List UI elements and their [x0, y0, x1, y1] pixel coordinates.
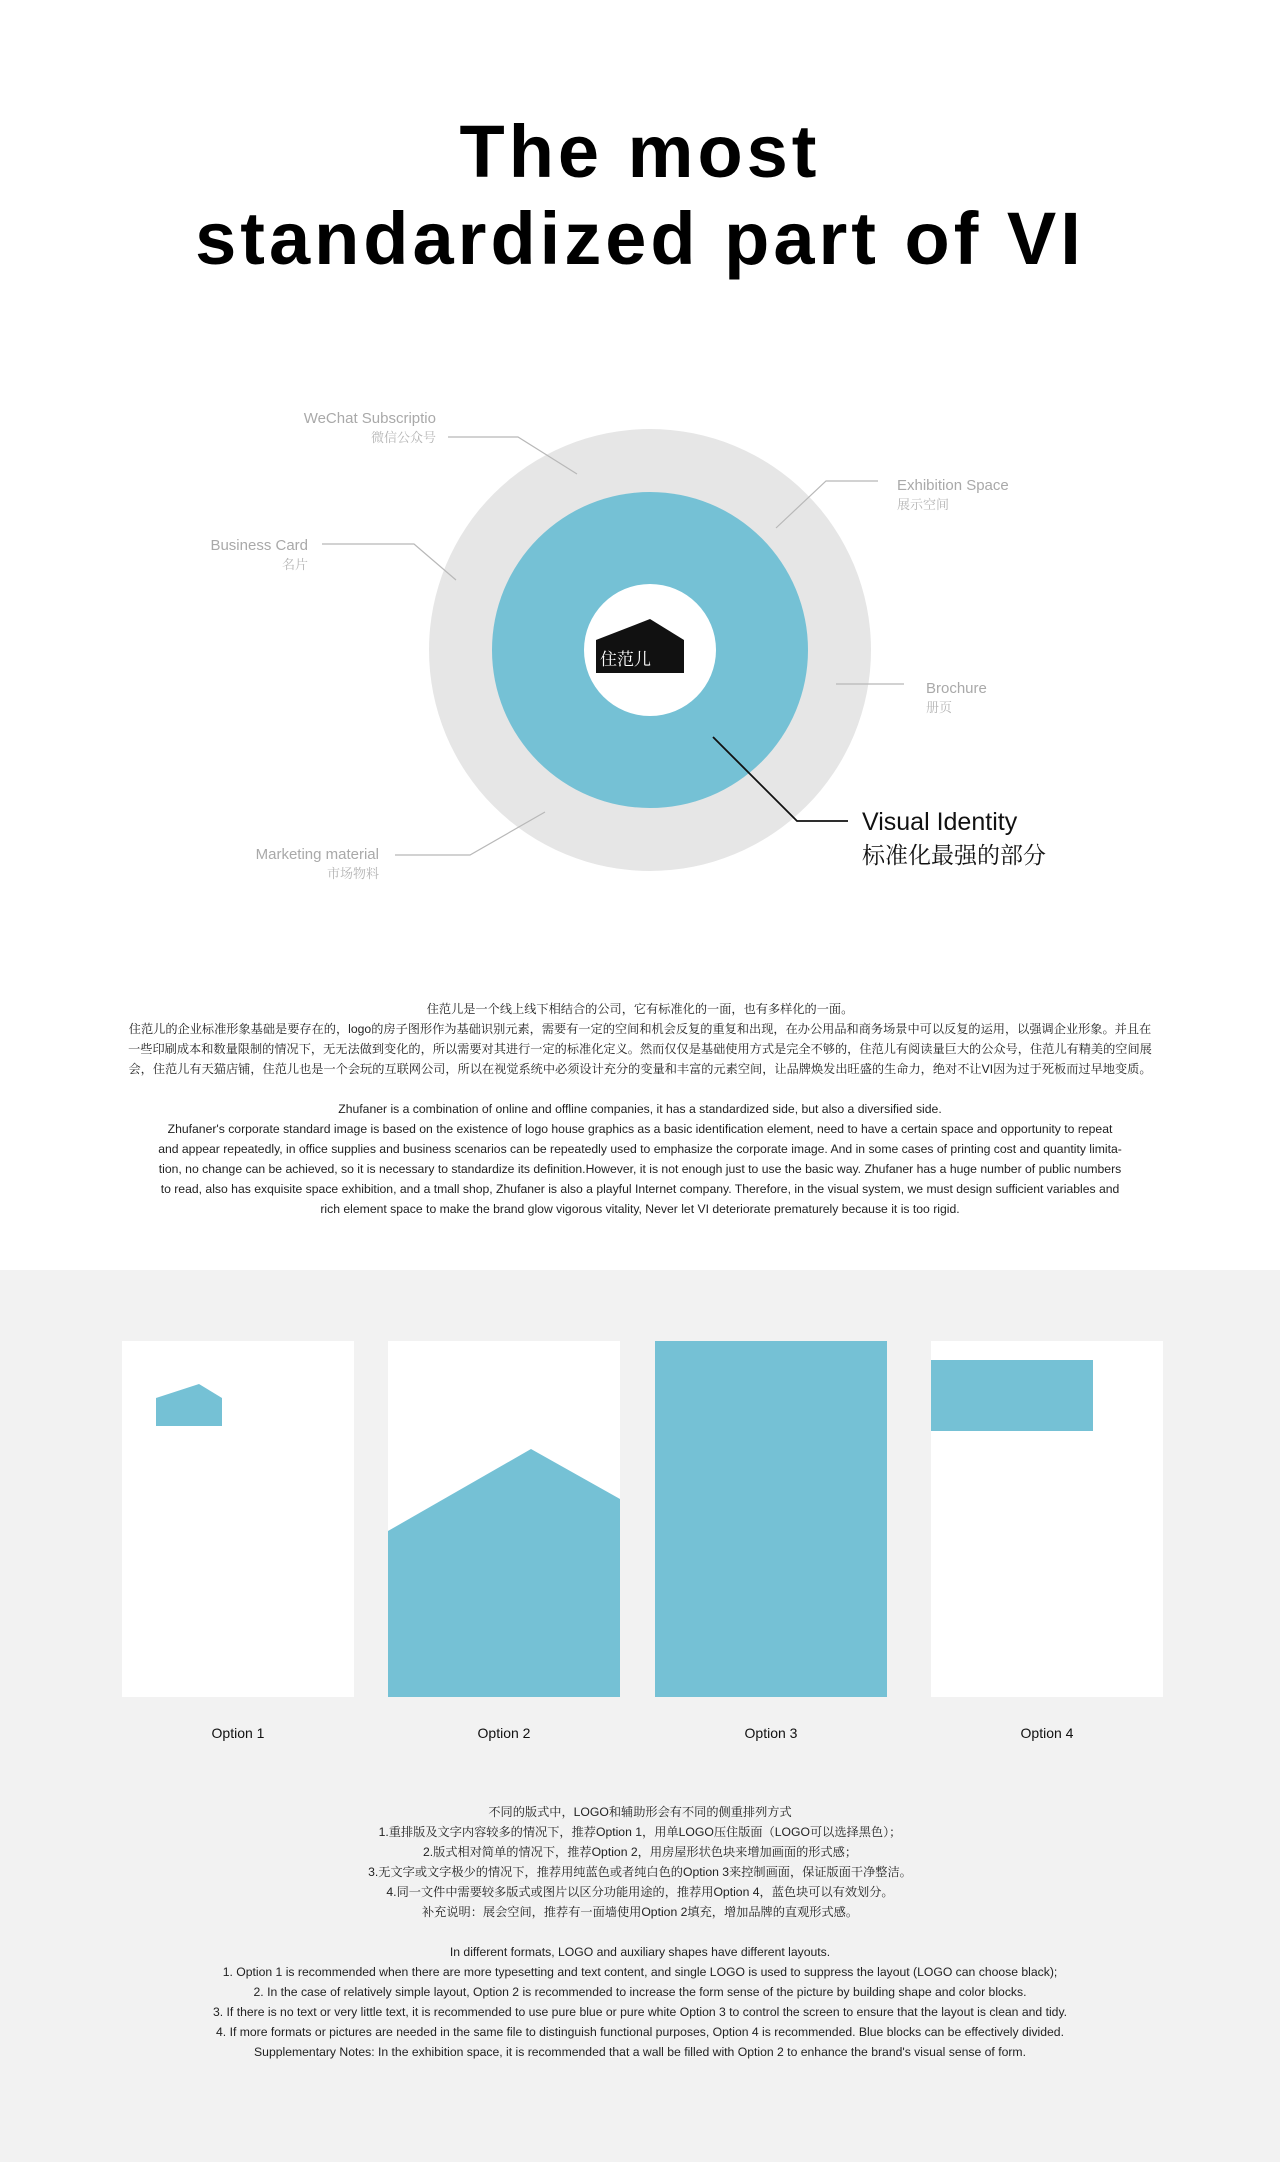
label-wechat-en: WeChat Subscriptio: [303, 410, 436, 427]
option-3-card: [655, 1341, 887, 1697]
vi-diagram: [0, 0, 1280, 940]
label-wechat: [304, 409, 436, 447]
notes-en-line: 3. If there is no text or very little text, it is recommended to use pure blue or pure white Option 3 to control the screen to ensure that the layout is clean and tidy.: [212, 2005, 1068, 2019]
intro-en-line: to read, also has exquisite space exhibition, and a tmall shop, Zhufaner is also a playful Internet company. Therefore, in the visual system, we must design sufficient variables and: [160, 1182, 1120, 1196]
label-business-card-cn: 名片: [281, 557, 308, 572]
option-2-card: [388, 1341, 620, 1697]
option-2-house-shape: [388, 1449, 620, 1697]
label-business-card: [210, 536, 308, 574]
label-marketing-cn: 市场物料: [326, 866, 379, 881]
label-wechat-cn: 微信公众号: [370, 430, 436, 445]
notes-en-line: Supplementary Notes: In the exhibition space, it is recommended that a wall be filled with Option 2 to enhance the brand's visual sense of form.: [254, 2045, 1026, 2059]
notes-en-line: 1. Option 1 is recommended when there are more typesetting and text content, and single LOGO is used to suppress the layout (LOGO can choose black);: [222, 1965, 1058, 1979]
intro-en-line: Zhufaner is a combination of online and offline companies, it has a standardized side, but also a diversified side.: [338, 1102, 942, 1116]
label-visual-identity-cn: 标准化最强的部分: [862, 842, 1046, 868]
label-visual-identity-en: Visual Identity: [862, 808, 1018, 836]
intro-en-line: Zhufaner's corporate standard image is based on the existence of logo house graphics as a basic identification element, need to have a certain space and opportunity to repeat: [167, 1122, 1113, 1136]
option-1-label: Option 1: [211, 1725, 265, 1741]
notes-cn: [110, 1802, 1170, 1922]
notes-cn-line: 4.同一文件中需要较多版式或图片以区分功能用途的，推荐用Option 4，蓝色块可以有效划分。: [386, 1885, 894, 1899]
label-brochure: [926, 679, 987, 717]
intro-en-line: tion, no change can be achieved, so it is necessary to standardize its definition.However, it is not enough just to use the basic way. Zhufaner has a huge number of public numbers: [158, 1162, 1122, 1176]
notes-cn-line: 补充说明：展会空间，推荐有一面墙使用Option 2填充，增加品牌的直观形式感。: [421, 1905, 859, 1919]
notes-en-line: In different formats, LOGO and auxiliary shapes have different layouts.: [449, 1945, 831, 1959]
notes-cn-line: 2.版式相对简单的情况下，推荐Option 2，用房屋形状色块来增加画面的形式感；: [422, 1845, 858, 1859]
option-4-card: [931, 1341, 1163, 1697]
title-line-1: The most: [459, 110, 821, 193]
intro-cn-line: 会，住范儿有天猫店铺，住范儿也是一个会玩的互联网公司，所以在视觉系统中必须设计充分的变量和丰富的元素空间，让品牌焕发出旺盛的生命力，绝对不让VI因为过于死板而过早地变质。: [128, 1062, 1152, 1076]
option-4-label: Option 4: [1020, 1725, 1074, 1741]
logo-text: 住范儿: [600, 650, 651, 670]
option-3-label: Option 3: [744, 1725, 798, 1741]
intro-en: [110, 1099, 1170, 1219]
label-visual-identity: [862, 806, 1046, 872]
notes-cn-line: 3.无文字或文字极少的情况下，推荐用纯蓝色或者纯白色的Option 3来控制画面，保证版面干净整洁。: [368, 1865, 912, 1879]
option-4-blue-block: [931, 1360, 1093, 1431]
title-line-2: standardized part of VI: [195, 197, 1085, 280]
label-brochure-cn: 册页: [926, 700, 953, 715]
intro-cn: [110, 999, 1170, 1079]
option-2-label: Option 2: [477, 1725, 531, 1741]
label-marketing: [256, 845, 379, 883]
business-card-leader-line: [322, 544, 456, 580]
intro-cn-line: 住范儿的企业标准形象基础是要存在的，logo的房子图形作为基础识别元素，需要有一定的空间和机会反复的重复和出现，在办公用品和商务场景中可以反复的运用，以强调企业形象。并且在: [128, 1022, 1152, 1036]
label-exhibition-cn: 展示空间: [897, 497, 950, 512]
label-brochure-en: Brochure: [926, 680, 987, 697]
notes-cn-line: 1.重排版及文字内容较多的情况下，推荐Option 1，用单LOGO压住版面（LOGO可以选择黑色）；: [378, 1825, 902, 1839]
notes-en-line: 2. In the case of relatively simple layout, Option 2 is recommended to increase the form sense of the picture by building shape and color blocks.: [253, 1985, 1027, 1999]
notes-en: [110, 1942, 1170, 2062]
option-1-card: [122, 1341, 354, 1697]
notes-cn-line: 不同的版式中，LOGO和辅助形会有不同的侧重排列方式: [488, 1805, 792, 1819]
intro-cn-line: 一些印刷成本和数量限制的情况下，无无法做到变化的，所以需要对其进行一定的标准化定义。然而仅仅是基础使用方式是完全不够的，住范儿有阅读量巨大的公众号，住范儿有精美的空间展: [128, 1042, 1152, 1056]
label-exhibition: [897, 476, 1009, 514]
label-business-card-en: Business Card: [210, 537, 308, 554]
intro-en-line: and appear repeatedly, in office supplies and business scenarios can be repeatedly used to emphasize the corporate image. And in some cases of printing cost and quantity limita-: [158, 1142, 1122, 1156]
intro-en-line: rich element space to make the brand glow vigorous vitality, Never let VI deteriorate prematurely because it is too rigid.: [320, 1202, 960, 1216]
notes-en-line: 4. If more formats or pictures are needed in the same file to distinguish functional purposes, Option 4 is recommended. Blue blocks can be effectively divided.: [216, 2025, 1064, 2039]
intro-cn-line: 住范儿是一个线上线下相结合的公司，它有标准化的一面，也有多样化的一面。: [426, 1002, 854, 1016]
option-1-house-shape: [156, 1384, 222, 1426]
label-exhibition-en: Exhibition Space: [897, 477, 1009, 494]
label-marketing-en: Marketing material: [255, 846, 379, 863]
